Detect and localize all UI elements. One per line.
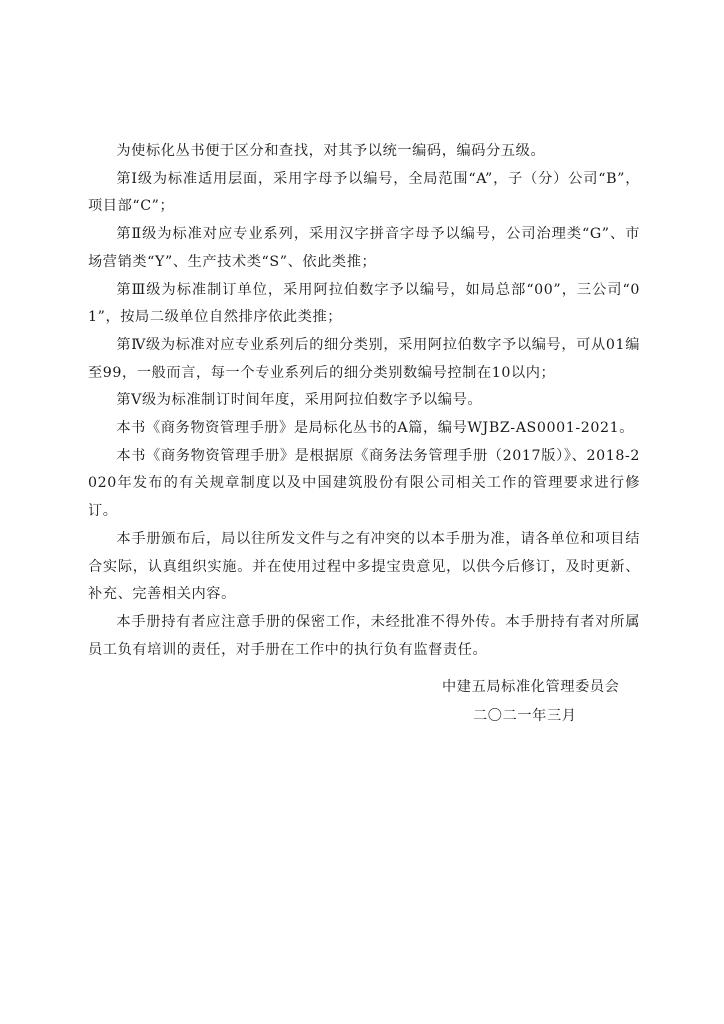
document-body <box>88 138 640 664</box>
paragraph-level-4: 第Ⅳ级为标准对应专业系列后的细分类别，采用阿拉伯数字予以编号，可从01编至99，一般而言，每一个专业系列后的细分类别数编号控制在10以内； <box>88 336 640 381</box>
paragraph-implementation: 本手册颁布后，局以往所发文件与之有冲突的以本手册为准，请各单位和项目结合实际，认真组织实施。并在使用过程中多提宝贵意见，以供今后修订，及时更新、补充、完善相关内容。 <box>88 530 640 603</box>
paragraph-level-5: 第Ⅴ级为标准制订时间年度，采用阿拉伯数字予以编号。 <box>116 392 483 409</box>
signature-organization: 中建五局标准化管理委员会 <box>442 679 620 695</box>
paragraph-book-number: 本书《商务物资管理手册》是局标化丛书的A篇，编号WJBZ-AS0001-2021。 <box>116 420 635 437</box>
paragraph-level-2: 第Ⅱ级为标准对应专业系列，采用汉字拼音字母予以编号，公司治理类“G”、市场营销类“Y”、生产技术类“S”、依此类推； <box>88 226 640 270</box>
paragraph-coding-intro: 为使标化丛书便于区分和查找，对其予以统一编码，编码分五级。 <box>116 143 546 159</box>
paragraph-revision-basis: 本书《商务物资管理手册》是根据原《商务法务管理手册（2017版）》、2018-2020年发布的有关规章制度以及中国建筑股份有限公司相关工作的管理要求进行修订。 <box>88 447 640 520</box>
paragraph-level-1: 第Ⅰ级为标准适用层面，采用字母予以编号，全局范围“A”，子（分）公司“B”，项目部“C”； <box>88 170 640 215</box>
paragraph-level-3: 第Ⅲ级为标准制订单位，采用阿拉伯数字予以编号，如局总部“00”，三公司“01”，按局二级单位自然排序依此类推； <box>88 281 640 326</box>
paragraph-confidentiality: 本手册持有者应注意手册的保密工作，未经批准不得外传。本手册持有者对所属员工负有培训的责任，对手册在工作中的执行负有监督责任。 <box>88 613 640 658</box>
signature-date: 二〇二一年三月 <box>473 708 577 724</box>
